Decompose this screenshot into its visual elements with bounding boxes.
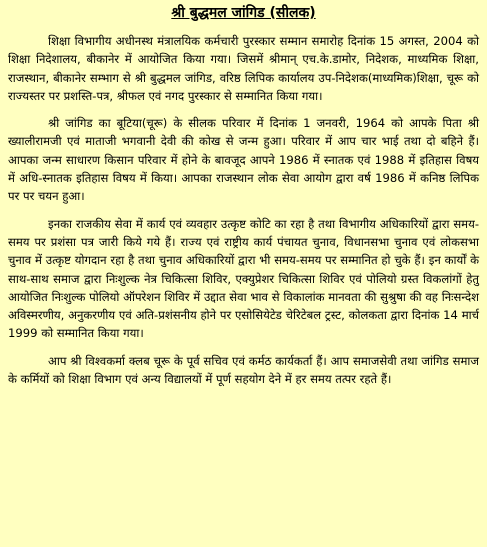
paragraph-social-work: आप श्री विश्वकर्मा क्लब चूरू के पूर्व सचिव एवं कर्मठ कार्यकर्ता हैं। आप समाजसेवी तथा जांगिड समाज के कर्मियों को शिक्षा विभाग एवं अन्य विद्यालयों में पूर्ण सहयोग देने में हर समय तत्पर रहते हैं। <box>8 353 479 387</box>
paragraph-award: शिक्षा विभागीय अधीनस्थ मंत्रालयिक कर्मचारी पुरस्कार सम्मान समारोह दिनांक 15 अगस्त, 2004 को शिक्षा निदेशालय, बीकानेर में आयोजित किया गया। जिसमें श्रीमान् एच.के.डामोर, निदेशक, माध्यमिक शिक्षा, राजस्थान, बीकानेर सम्भाग से श्री बुद्धमल जांगिड, वरिष्ठ लिपिक कार्यालय उप-निदेशक(माध्यमिक)शिक्षा, चूरू को राज्यस्तर पर प्रशस्ति-पत्र, श्रीफल एवं नगद पुरस्कार से सम्मानित किया गया। <box>8 34 479 103</box>
document-title: श्री बुद्धमल जांगिड (सीलक) <box>171 5 316 21</box>
paragraph-biography: श्री जांगिड का बूटिया(चूरू) के सीलक परिवार में दिनांक 1 जनवरी, 1964 को आपके पिता श्री ख्यालीरामजी एवं माताजी भगवानी देवी की कोख से जन्म हुआ। परिवार में आप चार भाई तथा दो बहिने हैं। आपका जन्म साधारण किसान परिवार में होने के बावजूद आपने 1986 में स्नातक एवं 1988 में इतिहास विषय में अधि-स्नातक इतिहास विषय में किया। आपका राजस्थान लोक सेवा आयोग द्वारा वर्ष 1986 में कनिष्ठ लिपिक पर पर चयन हुआ। <box>8 116 479 204</box>
paragraph-service: इनका राजकीय सेवा में कार्य एवं व्यवहार उत्कृष्ट कोटि का रहा है तथा विभागीय अधिकारियों द्वारा समय-समय पर प्रशंसा पत्र जारी किये गये हैं। राज्य एवं राष्ट्रीय कार्य पंचायत चुनाव, विधानसभा चुनाव एवं लोकसभा चुनाव में उत्कृष्ट योगदान रहा है तथा चुनाव अधिकारियों द्वारा भी समय-समय पर सम्मानित हो चुके हैं। इन कार्यों के साथ-साथ समाज द्वारा निःशुल्क नेत्र चिकित्सा शिविर, एक्युप्रेशर चिकित्सा शिविर एवं पोलियो ग्रस्त विकलांगों हेतु आयोजित निःशुल्क पोलियो ऑपरेशन शिविर में उद्दात सेवा भाव से विकालांक मानवता की सुश्रुषा की वह निःसन्देश अविस्मरणीय, अनुकरणीय एवं अति-प्रशंसनीय होने पर एसोसियेटेड चेरिटेबल ट्रस्ट, कोलकता द्वारा दिनांक 14 मार्च 1999 को सम्मानित किया गया। <box>8 216 479 341</box>
